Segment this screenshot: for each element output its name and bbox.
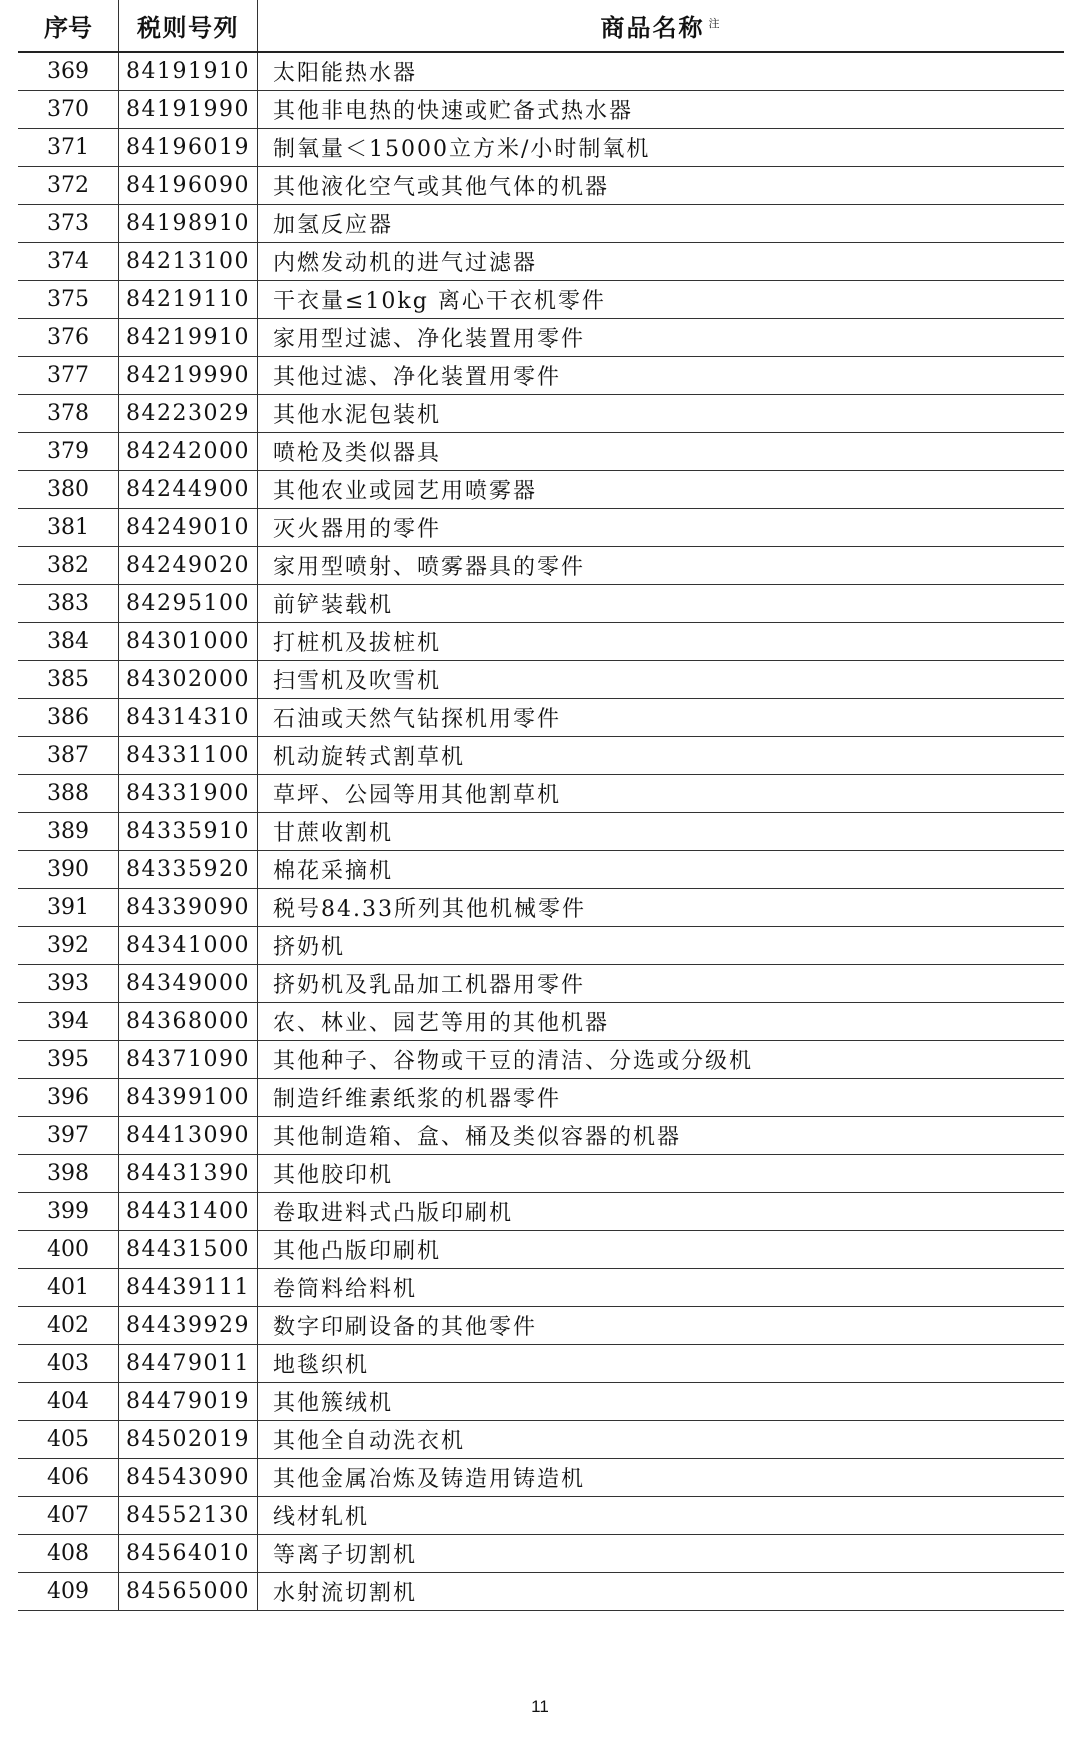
row-name: 农、林业、园艺等用的其他机器 [258,1003,1065,1041]
row-index: 397 [18,1117,119,1155]
row-index: 382 [18,547,119,585]
table-row [18,281,1064,319]
row-name: 扫雪机及吹雪机 [258,661,1065,699]
table-row [18,1269,1064,1307]
row-code: 84249020 [119,547,258,585]
row-code: 84439929 [119,1307,258,1345]
row-index: 404 [18,1383,119,1421]
row-code: 84335910 [119,813,258,851]
row-name: 其他胶印机 [258,1155,1065,1193]
table-row [18,889,1064,927]
table-row [18,243,1064,281]
table-row [18,1193,1064,1231]
row-code: 84302000 [119,661,258,699]
row-index: 372 [18,167,119,205]
table-row [18,547,1064,585]
row-index: 409 [18,1573,119,1611]
row-code: 84301000 [119,623,258,661]
row-name: 其他过滤、净化装置用零件 [258,357,1065,395]
row-name: 卷取进料式凸版印刷机 [258,1193,1065,1231]
table-row [18,395,1064,433]
row-code: 84543090 [119,1459,258,1497]
row-name: 其他农业或园艺用喷雾器 [258,471,1065,509]
row-index: 379 [18,433,119,471]
row-index: 375 [18,281,119,319]
row-code: 84565000 [119,1573,258,1611]
table-row [18,1345,1064,1383]
row-code: 84242000 [119,433,258,471]
row-index: 373 [18,205,119,243]
row-code: 84198910 [119,205,258,243]
table-row [18,1003,1064,1041]
row-index: 374 [18,243,119,281]
table-row [18,1535,1064,1573]
row-index: 386 [18,699,119,737]
row-code: 84439111 [119,1269,258,1307]
row-name: 石油或天然气钻探机用零件 [258,699,1065,737]
row-code: 84341000 [119,927,258,965]
row-code: 84196090 [119,167,258,205]
row-code: 84335920 [119,851,258,889]
header-name-cell [258,0,1065,52]
table-row [18,623,1064,661]
row-code: 84371090 [119,1041,258,1079]
table-row [18,319,1064,357]
row-code: 84431500 [119,1231,258,1269]
row-index: 394 [18,1003,119,1041]
row-code: 84552130 [119,1497,258,1535]
row-name: 干衣量≤10kg 离心干衣机零件 [258,281,1065,319]
row-name: 机动旋转式割草机 [258,737,1065,775]
row-name: 家用型过滤、净化装置用零件 [258,319,1065,357]
row-code: 84314310 [119,699,258,737]
row-index: 384 [18,623,119,661]
row-code: 84339090 [119,889,258,927]
table-row [18,775,1064,813]
table-row [18,1497,1064,1535]
table-row [18,661,1064,699]
row-index: 398 [18,1155,119,1193]
row-code: 84219110 [119,281,258,319]
row-code: 84196019 [119,129,258,167]
row-index: 402 [18,1307,119,1345]
table-row [18,1079,1064,1117]
table-row [18,509,1064,547]
row-index: 408 [18,1535,119,1573]
row-index: 377 [18,357,119,395]
row-name: 家用型喷射、喷雾器具的零件 [258,547,1065,585]
row-name: 其他全自动洗衣机 [258,1421,1065,1459]
row-code: 84431400 [119,1193,258,1231]
table-row [18,851,1064,889]
row-name: 打桩机及拔桩机 [258,623,1065,661]
row-name: 数字印刷设备的其他零件 [258,1307,1065,1345]
row-index: 378 [18,395,119,433]
table-row [18,737,1064,775]
row-code: 84331100 [119,737,258,775]
row-index: 376 [18,319,119,357]
row-index: 399 [18,1193,119,1231]
row-index: 393 [18,965,119,1003]
table-row [18,471,1064,509]
row-name: 等离子切割机 [258,1535,1065,1573]
row-code: 84479011 [119,1345,258,1383]
row-index: 383 [18,585,119,623]
row-code: 84431390 [119,1155,258,1193]
row-index: 401 [18,1269,119,1307]
row-name: 棉花采摘机 [258,851,1065,889]
row-code: 84213100 [119,243,258,281]
table-row [18,927,1064,965]
table-row [18,699,1064,737]
row-index: 396 [18,1079,119,1117]
row-name: 线材轧机 [258,1497,1065,1535]
row-code: 84191990 [119,91,258,129]
row-name: 其他凸版印刷机 [258,1231,1065,1269]
row-index: 387 [18,737,119,775]
table-row [18,1231,1064,1269]
row-index: 370 [18,91,119,129]
table-row [18,205,1064,243]
row-name: 挤奶机 [258,927,1065,965]
row-index: 389 [18,813,119,851]
row-name: 其他金属冶炼及铸造用铸造机 [258,1459,1065,1497]
row-index: 395 [18,1041,119,1079]
table-row [18,1459,1064,1497]
row-name: 其他非电热的快速或贮备式热水器 [258,91,1065,129]
table-row [18,1573,1064,1611]
row-index: 403 [18,1345,119,1383]
row-code: 84413090 [119,1117,258,1155]
row-code: 84219910 [119,319,258,357]
row-index: 392 [18,927,119,965]
table-row [18,1117,1064,1155]
row-index: 391 [18,889,119,927]
row-code: 84223029 [119,395,258,433]
row-index: 381 [18,509,119,547]
row-name: 灭火器用的零件 [258,509,1065,547]
table-row [18,1307,1064,1345]
row-code: 84479019 [119,1383,258,1421]
row-index: 406 [18,1459,119,1497]
row-name: 内燃发动机的进气过滤器 [258,243,1065,281]
tariff-table [18,0,1064,1611]
table-row [18,1041,1064,1079]
row-code: 84564010 [119,1535,258,1573]
table-header-row [18,0,1064,52]
header-name: 商品名称 [600,14,705,42]
row-name: 其他液化空气或其他气体的机器 [258,167,1065,205]
row-index: 405 [18,1421,119,1459]
row-code: 84399100 [119,1079,258,1117]
table-row [18,1421,1064,1459]
table-row [18,1155,1064,1193]
row-name: 其他簇绒机 [258,1383,1065,1421]
row-name: 草坪、公园等用其他割草机 [258,775,1065,813]
row-code: 84219990 [119,357,258,395]
header-index: 序号 [18,0,119,52]
row-index: 400 [18,1231,119,1269]
row-code: 84244900 [119,471,258,509]
table-row [18,91,1064,129]
row-code: 84502019 [119,1421,258,1459]
header-note-mark: 注 [708,17,722,30]
row-name: 前铲装载机 [258,585,1065,623]
header-code: 税则号列 [119,0,258,52]
page-number: 11 [531,1697,549,1716]
table-row [18,52,1064,91]
table-row [18,357,1064,395]
row-name: 水射流切割机 [258,1573,1065,1611]
row-name: 喷枪及类似器具 [258,433,1065,471]
table-body [18,52,1064,1611]
row-name: 制氧量＜15000立方米/小时制氧机 [258,129,1065,167]
table-row [18,813,1064,851]
row-name: 地毯织机 [258,1345,1065,1383]
row-name: 加氢反应器 [258,205,1065,243]
row-index: 371 [18,129,119,167]
row-name: 其他种子、谷物或干豆的清洁、分选或分级机 [258,1041,1065,1079]
row-name: 甘蔗收割机 [258,813,1065,851]
row-code: 84191910 [119,52,258,91]
row-name: 太阳能热水器 [258,52,1065,91]
row-index: 385 [18,661,119,699]
row-index: 380 [18,471,119,509]
row-name: 卷筒料给料机 [258,1269,1065,1307]
row-index: 388 [18,775,119,813]
row-name: 税号84.33所列其他机械零件 [258,889,1065,927]
table-row [18,129,1064,167]
row-name: 其他水泥包装机 [258,395,1065,433]
table-row [18,433,1064,471]
row-index: 369 [18,52,119,91]
row-code: 84331900 [119,775,258,813]
table-row [18,585,1064,623]
row-code: 84349000 [119,965,258,1003]
row-name: 挤奶机及乳品加工机器用零件 [258,965,1065,1003]
row-code: 84295100 [119,585,258,623]
row-name: 其他制造箱、盒、桶及类似容器的机器 [258,1117,1065,1155]
row-index: 390 [18,851,119,889]
row-name: 制造纤维素纸浆的机器零件 [258,1079,1065,1117]
table-row [18,965,1064,1003]
row-code: 84368000 [119,1003,258,1041]
table-row [18,1383,1064,1421]
table-row [18,167,1064,205]
row-index: 407 [18,1497,119,1535]
row-code: 84249010 [119,509,258,547]
